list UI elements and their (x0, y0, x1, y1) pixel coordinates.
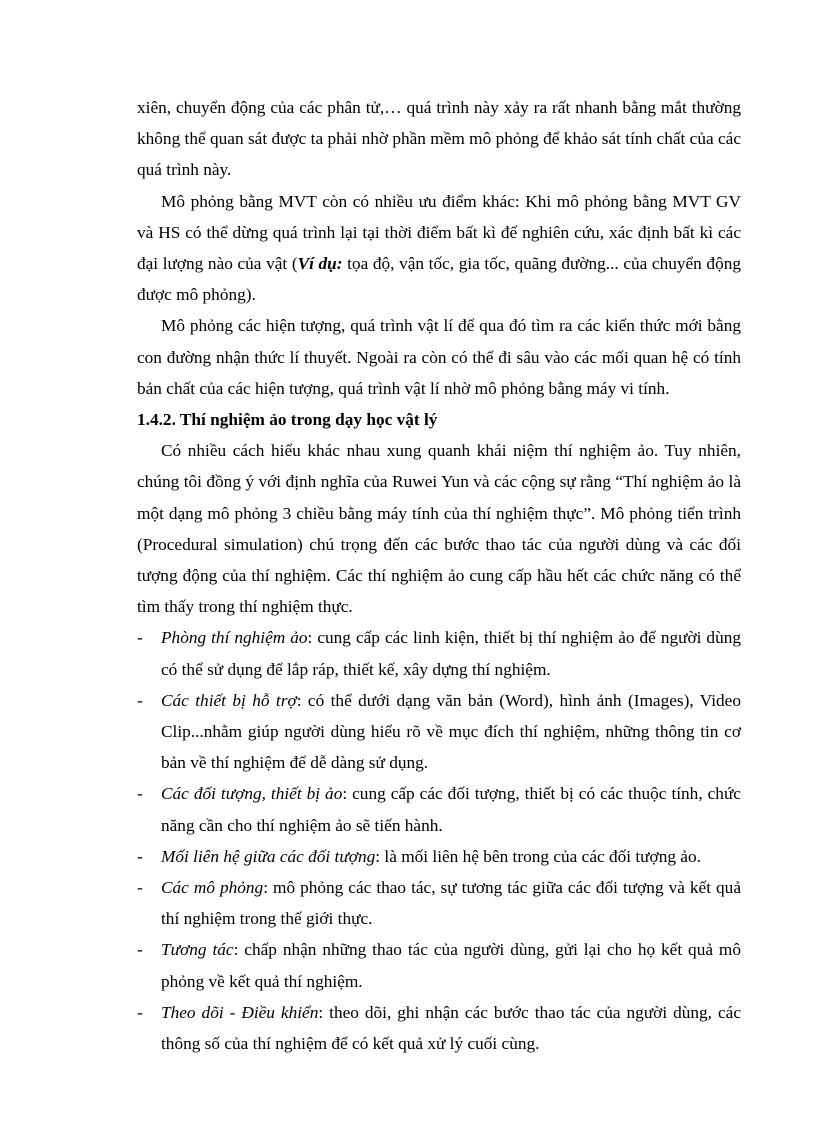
paragraph-advantages (137, 186, 741, 311)
list-item-text: : là mối liên hệ bên trong của các đối tượng ảo. (375, 846, 701, 866)
list-item-term: Các thiết bị hỗ trợ (161, 690, 297, 710)
list-item-term: Tương tác (161, 940, 234, 960)
paragraph-virtual-lab-definition: Có nhiều cách hiểu khác nhau xung quanh khái niệm thí nghiệm ảo. Tuy nhiên, chúng tôi đồng ý với định nghĩa của Ruwei Yun và các cộng sự rằng “Thí nghiệm ảo là một dạng mô phỏng 3 chiều bằng máy tính của thí nghiệm thực”. Mô phỏng tiến trình (Procedural simulation) chú trọng đến các bước thao tác của người dùng và các đối tượng động của thí nghiệm. Các thí nghiệm ảo cung cấp hầu hết các chức năng có thể tìm thấy trong thí nghiệm thực. (137, 441, 741, 617)
example-label: Ví dụ: (297, 254, 343, 274)
list-item-text: : cung cấp các linh kiện, thiết bị thí nghiệm ảo để người dùng có thể sử dụng để lắp ráp, thiết kế, xây dựng thí nghiệm. (161, 628, 741, 679)
list-item-text: : chấp nhận những thao tác của người dùng, gửi lại cho họ kết quả mô phỏng về kết quả thí nghiệm. (161, 940, 741, 991)
feature-list (137, 622, 741, 1059)
document-page (137, 92, 741, 1059)
list-item-term: Các mô phỏng (161, 878, 264, 898)
list-item-term: Các đối tượng, thiết bị ảo (161, 784, 343, 804)
list-item (137, 934, 741, 996)
section-heading: 1.4.2. Thí nghiệm ảo trong dạy học vật lý (137, 410, 438, 430)
paragraph-advantages-text-2: tọa độ, vận tốc, gia tốc, quãng đường... của chuyển động được mô phỏng). (137, 254, 741, 305)
list-item (137, 622, 741, 684)
bullet-dash: - (137, 878, 143, 898)
list-item-text: : cung cấp các đối tượng, thiết bị có các thuộc tính, chức năng cần cho thí nghiệm ảo sẽ tiến hành. (161, 784, 741, 835)
bullet-dash: - (137, 846, 143, 866)
list-item-text: : có thể dưới dạng văn bản (Word), hình ảnh (Images), Video Clip...nhằm giúp người dùng hiểu rõ về mục đích thí nghiệm, những thông tin cơ bản về thí nghiệm để dễ dàng sử dụng. (161, 690, 741, 773)
bullet-dash: - (137, 1002, 143, 1022)
list-item (137, 872, 741, 934)
list-item (137, 997, 741, 1059)
list-item (137, 685, 741, 779)
paragraph-simulation: Mô phỏng các hiện tượng, quá trình vật lí để qua đó tìm ra các kiến thức mới bằng con đường nhận thức lí thuyết. Ngoài ra còn có thể đi sâu vào các mối quan hệ có tính bản chất của các hiện tượng, quá trình vật lí nhờ mô phỏng bằng máy vi tính. (137, 316, 741, 398)
list-item-term: Mối liên hệ giữa các đối tượng (161, 846, 376, 866)
bullet-dash: - (137, 940, 143, 960)
bullet-dash: - (137, 784, 143, 804)
list-item-text: : theo dõi, ghi nhận các bước thao tác của người dùng, các thông số của thí nghiệm để có kết quả xử lý cuối cùng. (161, 1002, 741, 1054)
list-item-term: Theo dõi - Điều khiển (161, 1002, 319, 1022)
bullet-dash: - (137, 690, 143, 710)
list-item (137, 778, 741, 840)
paragraph-continuation: xiên, chuyển động của các phân tử,… quá trình này xảy ra rất nhanh bằng mắt thường không thể quan sát được ta phải nhờ phần mềm mô phỏng để khảo sát tính chất của các quá trình này. (137, 98, 741, 180)
paragraph-advantages-text-1: Mô phỏng bằng MVT còn có nhiều ưu điểm khác: Khi mô phỏng bằng MVT GV và HS có thể dừng quá trình lại tại thời điểm bất kì để nghiên cứu, xác định bất kì các đại lượng nào của vật ( (137, 191, 741, 274)
bullet-dash: - (137, 628, 143, 648)
list-item-text: : mô phỏng các thao tác, sự tương tác giữa các đối tượng và kết quả thí nghiệm trong thế giới thực. (161, 878, 741, 929)
list-item-term: Phòng thí nghiệm ảo (161, 628, 308, 648)
list-item (137, 841, 741, 872)
